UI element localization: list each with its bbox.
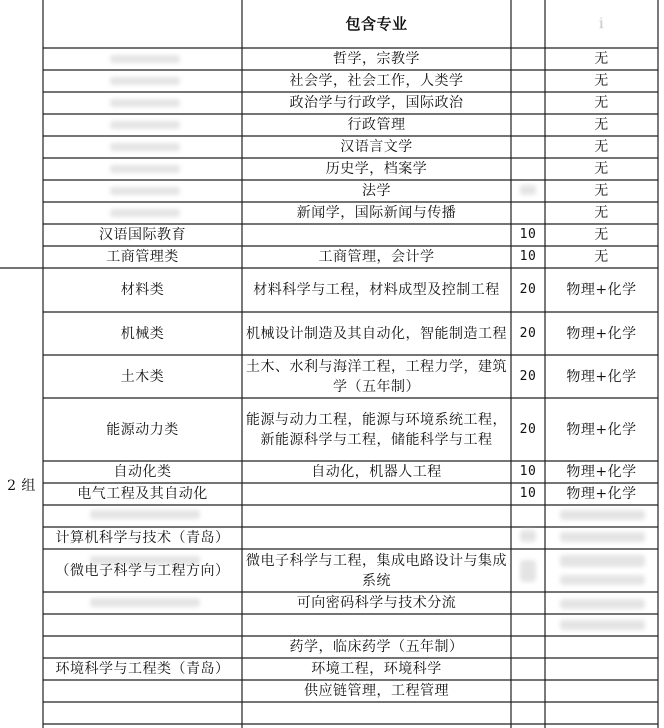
requirement-cell: 无	[594, 183, 609, 199]
category-cell	[43, 636, 242, 658]
category-cell	[43, 92, 242, 114]
count-cell	[511, 505, 545, 527]
category-cell: 能源动力类	[106, 421, 179, 438]
count-cell: 20	[519, 421, 537, 437]
category-cell: 电气工程及其自动化	[77, 486, 208, 502]
count-cell	[511, 158, 545, 180]
requirement-cell	[545, 592, 658, 614]
majors-cell: 环境工程，环境科学	[311, 661, 442, 677]
category-cell: 计算机科学与技术（青岛）	[55, 530, 230, 546]
count-cell	[511, 180, 545, 202]
count-cell	[511, 592, 545, 614]
category-cell: 工商管理类	[106, 249, 179, 265]
majors-cell: 法学	[362, 183, 391, 199]
category-cell	[43, 202, 242, 224]
requirement-cell: 无	[594, 227, 609, 243]
count-cell: 10	[519, 486, 537, 501]
requirement-cell	[545, 636, 658, 658]
requirement-cell: 物理+化学	[566, 464, 637, 480]
majors-cell: 可向密码科学与技术分流	[296, 595, 457, 611]
requirement-cell: 无	[594, 73, 609, 89]
header-right: i	[599, 16, 604, 32]
count-cell: 10	[519, 227, 537, 242]
majors-cell	[242, 614, 511, 636]
requirement-cell	[545, 658, 658, 680]
header-majors: 包含专业	[345, 15, 408, 33]
count-cell	[511, 614, 545, 636]
requirement-cell	[545, 614, 658, 636]
count-cell	[511, 202, 545, 224]
count-cell	[511, 549, 545, 592]
category-cell: 汉语国际教育	[99, 227, 186, 243]
majors-cell	[242, 527, 511, 549]
majors-cell	[242, 483, 511, 505]
majors-cell: 机械设计制造及其自动化，智能制造工程	[246, 325, 507, 342]
requirement-cell: 无	[594, 161, 609, 177]
requirement-cell: 无	[594, 249, 609, 265]
requirement-cell: 无	[594, 139, 609, 155]
count-cell	[511, 48, 545, 70]
category-cell	[43, 592, 242, 614]
group-label: 2 组	[7, 478, 36, 494]
category-cell: 环境科学与工程类（青岛）	[55, 661, 230, 677]
majors-cell: 微电子科学与工程，集成电路设计与集成系统	[246, 552, 507, 589]
majors-cell: 能源与动力工程，能源与环境系统工程，新能源科学与工程，储能科学与工程	[246, 411, 507, 448]
requirement-cell: 无	[594, 205, 609, 221]
majors-cell: 土木、水利与海洋工程，工程力学，建筑学（五年制）	[246, 358, 507, 395]
category-cell	[43, 114, 242, 136]
requirement-cell	[545, 527, 658, 549]
majors-cell: 自动化，机器人工程	[311, 464, 442, 480]
majors-cell: 新闻学，国际新闻与传播	[296, 205, 457, 221]
majors-cell: 社会学，社会工作，人类学	[289, 73, 464, 89]
majors-cell: 工商管理，会计学	[318, 249, 435, 265]
majors-cell	[242, 224, 511, 246]
category-cell: 土木类	[120, 368, 165, 385]
majors-cell: 历史学，档案学	[325, 161, 428, 177]
category-cell	[43, 614, 242, 636]
count-cell: 20	[519, 325, 537, 341]
majors-cell: 哲学，宗教学	[333, 51, 420, 67]
majors-cell: 政治学与行政学，国际政治	[289, 95, 464, 111]
category-cell: （微电子科学与工程方向）	[55, 562, 230, 579]
count-cell: 10	[519, 249, 537, 264]
requirement-cell: 无	[594, 95, 609, 111]
requirement-cell: 物理+化学	[566, 368, 637, 385]
category-cell	[43, 70, 242, 92]
requirement-cell: 物理+化学	[566, 282, 637, 298]
majors-cell	[242, 505, 511, 527]
count-cell	[511, 636, 545, 658]
count-cell: 10	[519, 464, 537, 479]
category-cell	[43, 680, 242, 702]
count-cell	[511, 680, 545, 702]
count-cell: 20	[519, 368, 537, 384]
category-cell	[43, 158, 242, 180]
requirement-cell	[545, 680, 658, 702]
count-cell	[511, 114, 545, 136]
category-cell: 机械类	[120, 325, 165, 342]
requirement-cell	[545, 505, 658, 527]
requirement-cell: 物理+化学	[566, 486, 637, 502]
majors-cell: 行政管理	[347, 117, 406, 133]
count-cell	[511, 136, 545, 158]
count-cell	[511, 658, 545, 680]
requirement-cell: 物理+化学	[566, 325, 637, 342]
count-cell	[511, 527, 545, 549]
category-cell	[43, 180, 242, 202]
majors-cell: 材料科学与工程，材料成型及控制工程	[253, 282, 500, 298]
count-cell	[511, 70, 545, 92]
count-cell	[511, 92, 545, 114]
category-cell	[43, 505, 242, 527]
count-cell: 20	[519, 282, 537, 297]
requirement-cell: 无	[594, 117, 609, 133]
category-cell: 自动化类	[113, 464, 172, 480]
category-cell	[43, 48, 242, 70]
requirement-cell: 无	[594, 51, 609, 67]
requirement-cell	[545, 549, 658, 592]
category-cell	[43, 136, 242, 158]
majors-cell: 供应链管理，工程管理	[304, 683, 449, 699]
majors-cell: 药学，临床药学（五年制）	[289, 639, 464, 655]
majors-cell: 汉语言文学	[340, 139, 413, 155]
requirement-cell: 物理+化学	[566, 421, 637, 438]
category-cell: 材料类	[120, 282, 165, 298]
